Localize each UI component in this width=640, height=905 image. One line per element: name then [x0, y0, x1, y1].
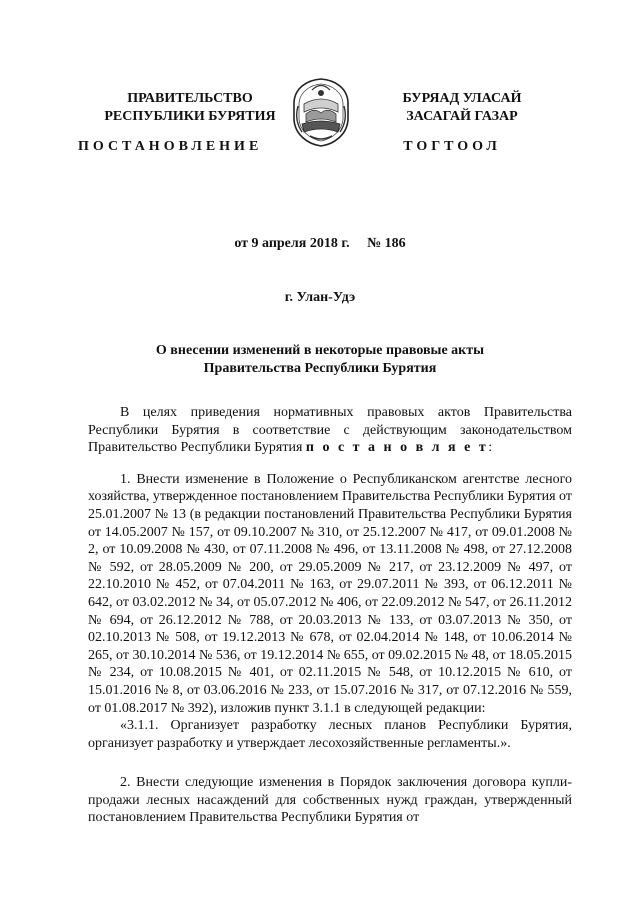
header-left — [92, 90, 288, 126]
preamble-paragraph — [88, 404, 572, 457]
decree-type-bua: ТОГТООЛ — [403, 139, 501, 154]
resolves-colon: : — [488, 440, 493, 456]
coat-of-arms-icon — [290, 76, 352, 148]
item-1-paragraph: 1. Внести изменение в Положение о Республиканском агентстве лесного хозяйства, утвержденное постановлением Правительства Республики Бурятия от 25.01.2007 № 13 (в редакции постановлений Правительства Республики Бурятия от 14.05.2007 № 157, от 09.10.2007 № 310, от 25.12.2007 № 417, от 09.01.2008 № 2, от 10.09.2008 № 430, от 07.11.2008 № 496, от 13.11.2008 № 498, от 27.12.2008 № 592, от 28.05.2009 № 200, от 29.05.2009 № 217, от 23.12.2009 № 497, от 22.10.2010 № 452, от 07.04.2011 № 163, от 29.07.2011 № 393, от 06.12.2011 № 642, от 03.02.2012 № 34, от 05.07.2012 № 406, от 22.09.2012 № 547, от 26.11.2012 № 694, от 26.12.2012 № 788, от 20.03.2013 № 133, от 03.07.2013 № 350, от 02.10.2013 № 508, от 19.12.2013 № 678, от 02.04.2014 № 148, от 10.06.2014 № 265, от 30.10.2014 № 536, от 19.12.2014 № 655, от 09.02.2015 № 48, от 18.05.2015 № 234, от 10.08.2015 № 401, от 02.11.2015 № 548, от 10.12.2015 № 610, от 15.01.2016 № 8, от 03.06.2016 № 233, от 15.07.2016 № 317, от 07.12.2016 № 559, от 01.08.2017 № 392), изложив пункт 3.1.1 в следующей редакции: — [88, 471, 572, 716]
decree-number: № 186 — [367, 236, 406, 251]
decree-title — [0, 342, 640, 378]
decree-city: г. Улан-Удэ — [284, 290, 356, 305]
decree-date-line — [0, 236, 640, 252]
resolves-word: п о с т а н о в л я е т — [305, 440, 489, 456]
decree-body — [88, 404, 572, 827]
header-left-line1: ПРАВИТЕЛЬСТВО — [127, 91, 253, 106]
quote-paragraph: «3.1.1. Организует разработку лесных планов Республики Бурятия, организует разработку и утверждает лесохозяйственные регламенты.». — [88, 718, 572, 751]
decree-title-line2: Правительства Республики Бурятия — [203, 361, 437, 376]
item-2-paragraph: 2. Внести следующие изменения в Порядок заключения договора купли-продажи лесных насаждений для собственных нужд граждан, утвержденный постановлением Правительства Республики Бурятия от — [88, 775, 572, 826]
header-left-line2: РЕСПУБЛИКИ БУРЯТИЯ — [104, 109, 276, 124]
header-right — [364, 90, 560, 126]
preamble-text: В целях приведения нормативных правовых актов Правительства Республики Бурятия в соответствие с действующим законодательством Правительство Республики Бурятия — [88, 405, 572, 456]
decree-title-line1: О внесении изменений в некоторые правовые акты — [155, 343, 485, 358]
decree-date: от 9 апреля 2018 г. — [234, 236, 350, 251]
header-right-line2: ЗАСАГАЙ ГАЗАР — [406, 109, 518, 124]
decree-type-ru: ПОСТАНОВЛЕНИЕ — [78, 139, 263, 154]
header-right-line1: БУРЯАД УЛАСАЙ — [402, 91, 522, 106]
